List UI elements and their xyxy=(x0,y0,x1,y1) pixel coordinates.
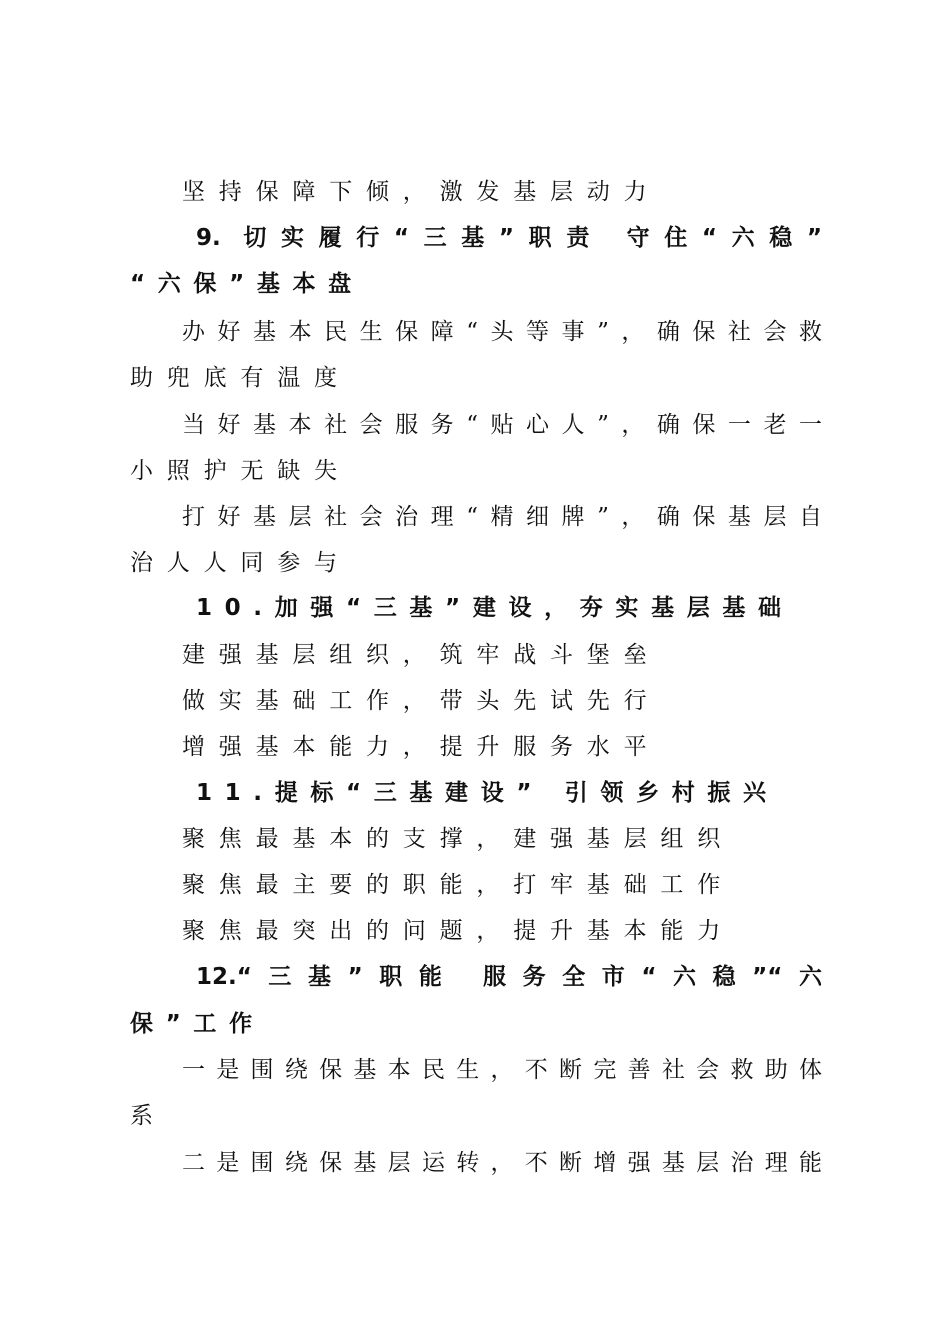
paragraph-line: 一是围绕保基本民生，不断完善社会救助体 xyxy=(182,1057,822,1083)
paragraph-line: 聚焦最基本的支撑，建强基层组织 xyxy=(182,826,734,852)
paragraph-line: 治人人同参与 xyxy=(130,550,351,576)
section-heading-12-cont: 保”工作 xyxy=(130,1011,265,1037)
paragraph-line: 打好基层社会治理“精细牌”，确保基层自 xyxy=(182,504,822,530)
paragraph-line: 聚焦最主要的职能，打牢基础工作 xyxy=(182,872,734,898)
paragraph-line: 当好基本社会服务“贴心人”，确保一老一 xyxy=(182,412,822,438)
paragraph-line: 二是围绕保基层运转，不断增强基层治理能 xyxy=(182,1150,822,1176)
paragraph-line: 增强基本能力，提升服务水平 xyxy=(182,734,661,760)
section-heading-12: 12.“三基”职能 服务全市“六稳”“六 xyxy=(196,964,822,990)
paragraph-line: 做实基础工作，带头先试先行 xyxy=(182,688,661,714)
paragraph-line: 建强基层组织，筑牢战斗堡垒 xyxy=(182,642,661,668)
paragraph-line: 聚焦最突出的问题，提升基本能力 xyxy=(182,918,734,944)
section-heading-9-cont: “六保”基本盘 xyxy=(130,271,364,297)
section-heading-9: 9. 切实履行“三基”职责 守住“六稳” xyxy=(196,225,822,251)
paragraph-line: 助兜底有温度 xyxy=(130,365,351,391)
section-heading-11: 11.提标“三基建设” 引领乡村振兴 xyxy=(196,780,779,806)
paragraph-line: 办好基本民生保障“头等事”，确保社会救 xyxy=(182,319,822,345)
section-heading-10: 10.加强“三基”建设，夯实基层基础 xyxy=(196,595,794,621)
paragraph-line: 系 xyxy=(130,1103,167,1129)
paragraph-line: 坚持保障下倾，激发基层动力 xyxy=(182,179,661,205)
paragraph-line: 小照护无缺失 xyxy=(130,458,351,484)
